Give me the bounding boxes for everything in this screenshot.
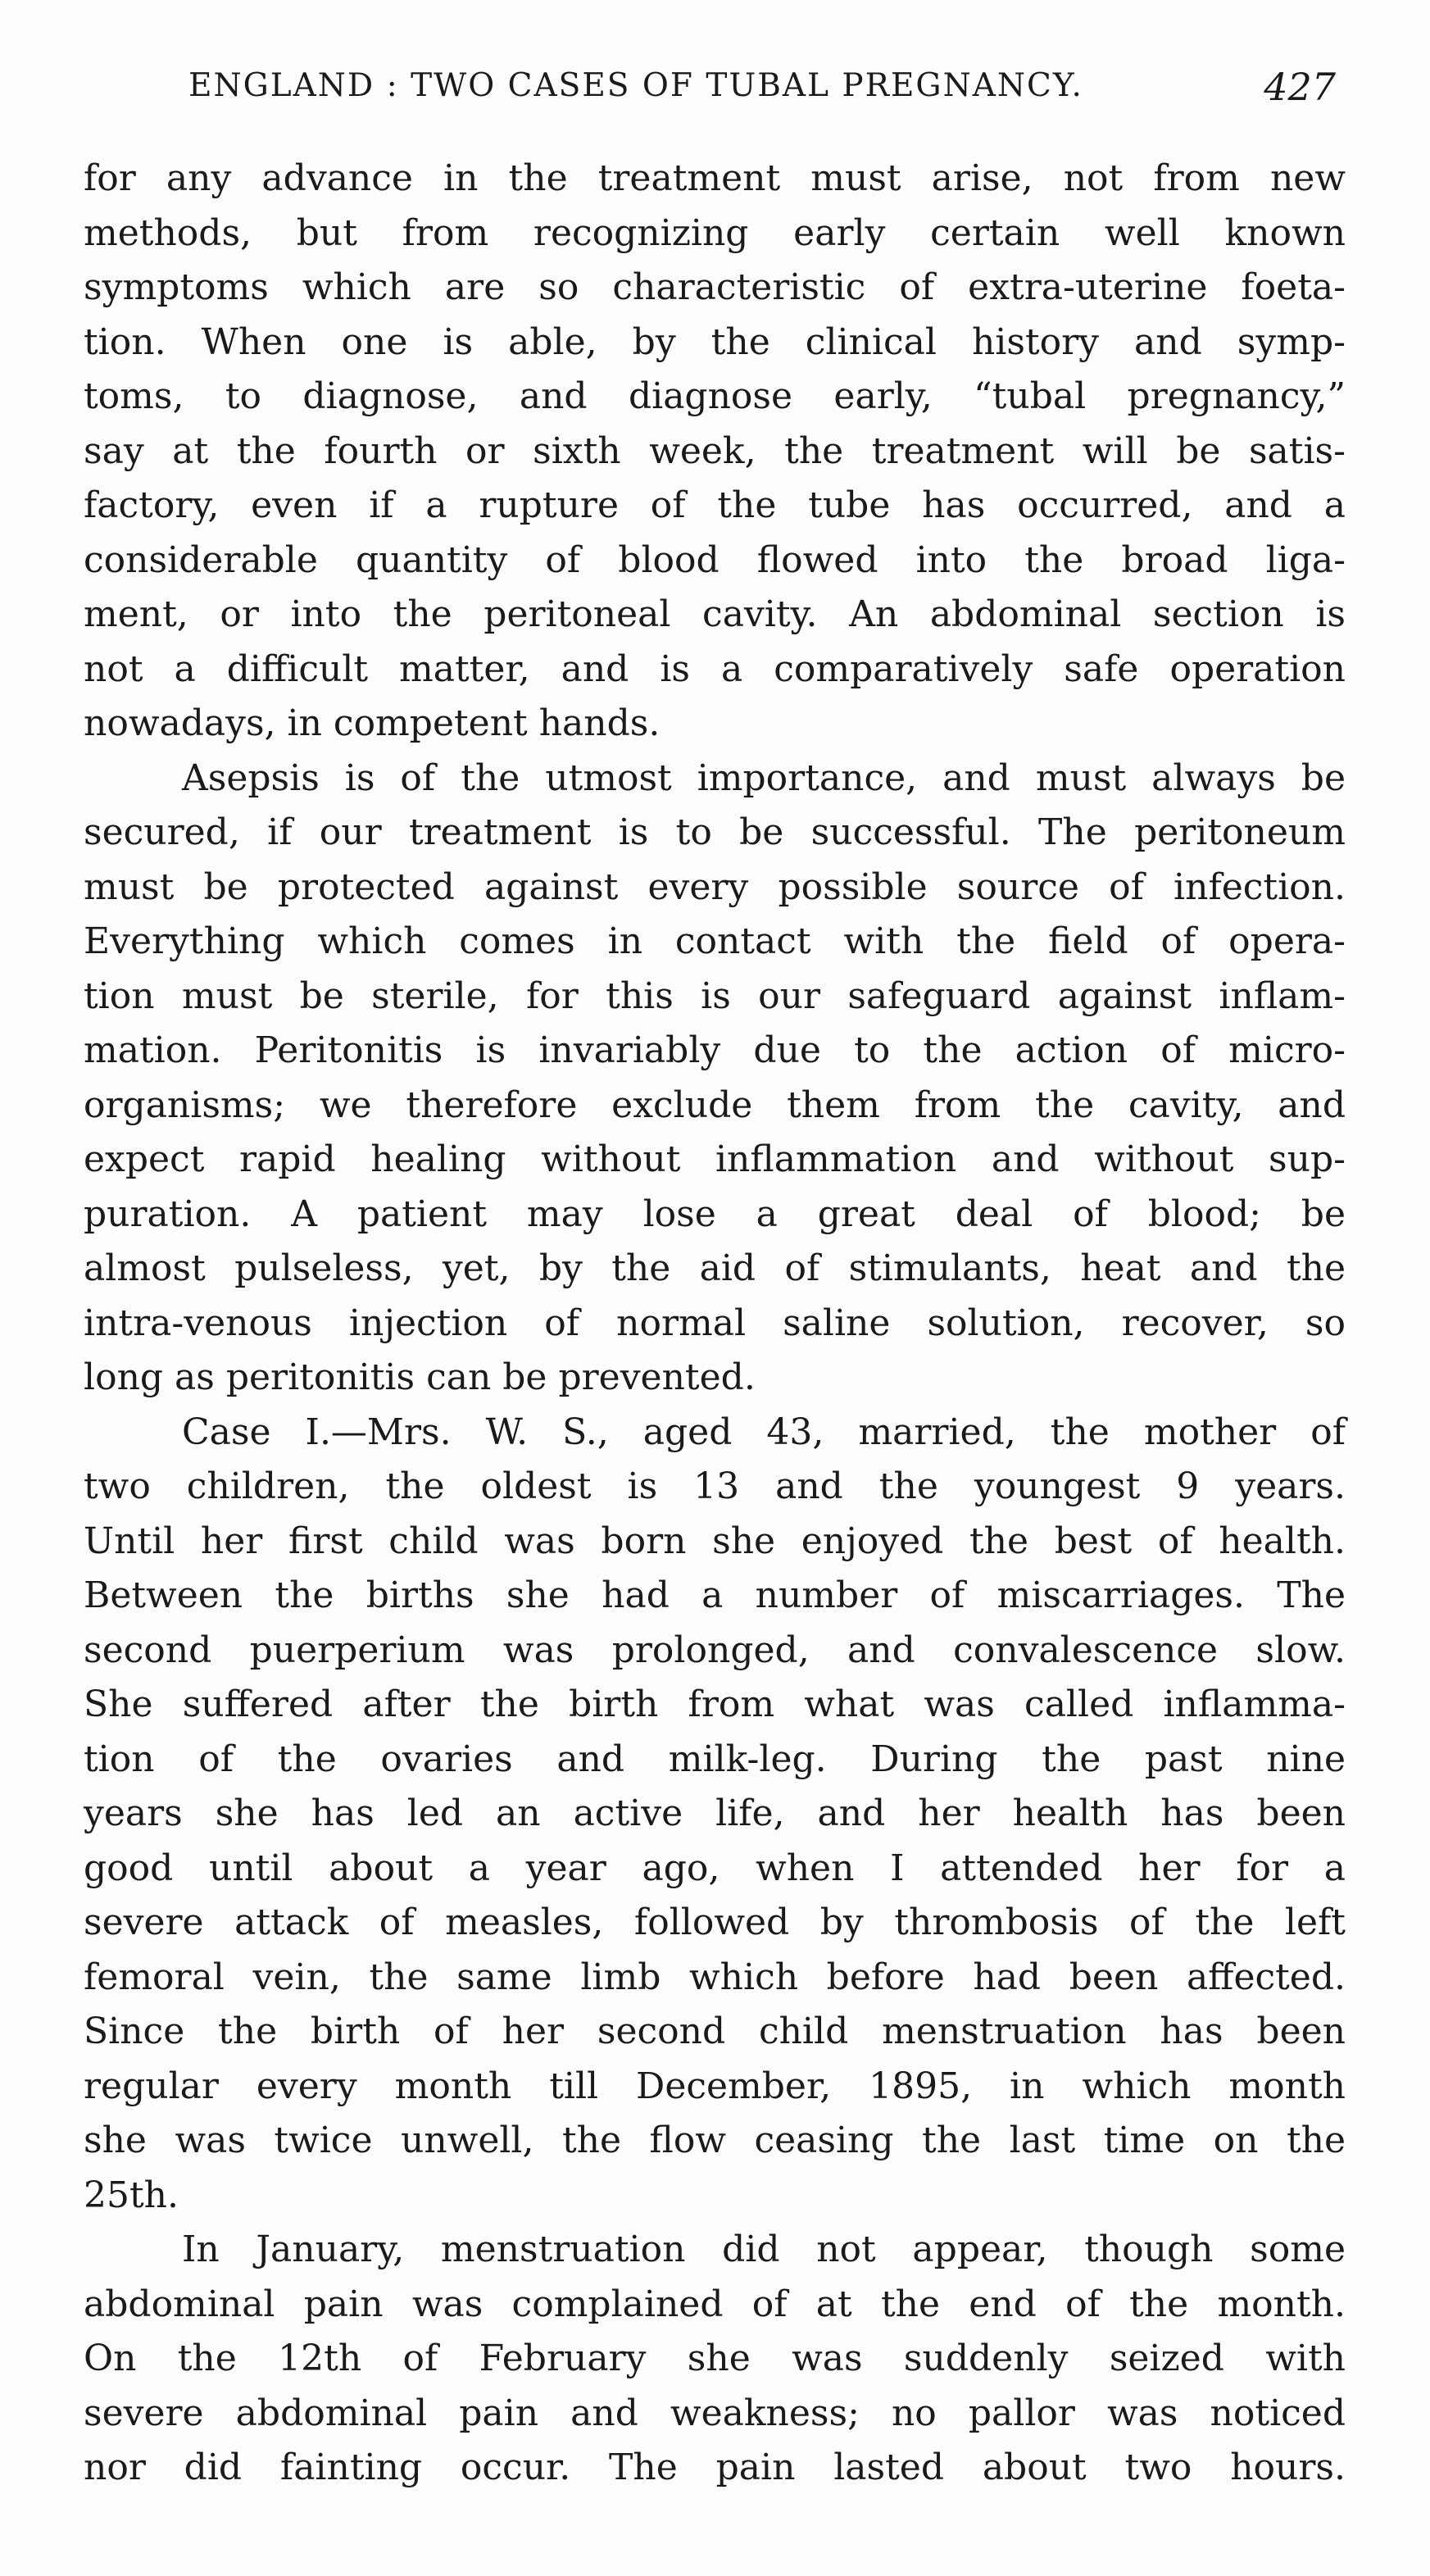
text-line: ment, or into the peritoneal cavity. An abdominal section is: [84, 593, 1346, 635]
text-line: not a difficult matter, and is a comparatively safe operation: [84, 647, 1346, 690]
paragraph-last-line: long as peritonitis can be prevented.: [84, 1356, 756, 1398]
text-line: intra-venous injection of normal saline solution, recover, so: [84, 1302, 1346, 1344]
text-line: good until about a year ago, when I attended her for a: [84, 1847, 1346, 1889]
text-line: puration. A patient may lose a great deal of blood; be: [84, 1193, 1346, 1235]
text-line: methods, but from recognizing early certain well known: [84, 211, 1346, 254]
text-line: toms, to diagnose, and diagnose early, “tubal pregnancy,”: [84, 375, 1346, 417]
text-line: tion. When one is able, by the clinical history and symp-: [84, 320, 1346, 363]
text-line: tion must be sterile, for this is our safeguard against inflam-: [84, 975, 1346, 1017]
text-line: On the 12th of February she was suddenly seized with: [84, 2337, 1346, 2379]
text-line: tion of the ovaries and milk-leg. During the past nine: [84, 1738, 1346, 1780]
text-line: Until her first child was born she enjoyed the best of health.: [84, 1520, 1346, 1562]
text-line: symptoms which are so characteristic of extra-uterine foeta-: [84, 266, 1346, 308]
text-line: She suffered after the birth from what was called inflamma-: [84, 1683, 1346, 1725]
text-line: regular every month till December, 1895, in which month: [84, 2065, 1346, 2107]
text-line: must be protected against every possible source of infection.: [84, 865, 1346, 908]
text-line: severe attack of measles, followed by thrombosis of the left: [84, 1901, 1346, 1943]
paragraph-last-line: nowadays, in competent hands.: [84, 702, 661, 744]
text-line: Everything which comes in contact with the field of opera-: [84, 920, 1346, 962]
paragraph-first-line: In January, menstruation did not appear, though some: [182, 2228, 1346, 2270]
text-line: considerable quantity of blood flowed into the broad liga-: [84, 538, 1346, 581]
text-line: severe abdominal pain and weakness; no pallor was noticed: [84, 2392, 1346, 2434]
text-line: second puerperium was prolonged, and convalescence slow.: [84, 1629, 1346, 1671]
paragraph-last-line: 25th.: [84, 2174, 179, 2216]
text-line: Between the births she had a number of miscarriages. The: [84, 1574, 1346, 1616]
text-line: Since the birth of her second child menstruation has been: [84, 2010, 1346, 2052]
text-line: mation. Peritonitis is invariably due to the action of micro-: [84, 1029, 1346, 1071]
paragraph-first-line: Case I.—Mrs. W. S., aged 43, married, the mother of: [182, 1411, 1346, 1453]
page-number: 427: [1264, 65, 1336, 109]
text-line: organisms; we therefore exclude them from the cavity, and: [84, 1084, 1346, 1126]
text-line: nor did fainting occur. The pain lasted about two hours.: [84, 2447, 1346, 2488]
text-line: factory, even if a rupture of the tube has occurred, and a: [84, 484, 1346, 526]
body-text: [84, 152, 1346, 2496]
running-head-title: ENGLAND : TWO CASES OF TUBAL PREGNANCY.: [188, 67, 1083, 104]
paragraph-first-line: Asepsis is of the utmost importance, and must always be: [182, 756, 1346, 799]
text-line: for any advance in the treatment must arise, not from new: [84, 157, 1346, 199]
text-line: she was twice unwell, the flow ceasing the last time on the: [84, 2119, 1346, 2161]
text-line: years she has led an active life, and her health has been: [84, 1792, 1346, 1834]
text-line: almost pulseless, yet, by the aid of stimulants, heat and the: [84, 1247, 1346, 1289]
running-head: [188, 67, 1336, 116]
text-line: say at the fourth or sixth week, the treatment will be satis-: [84, 429, 1346, 472]
text-line: femoral vein, the same limb which before had been affected.: [84, 1956, 1346, 1998]
text-line: abdominal pain was complained of at the end of the month.: [84, 2283, 1346, 2325]
text-line: expect rapid healing without inflammation and without sup-: [84, 1138, 1346, 1180]
text-line: two children, the oldest is 13 and the youngest 9 years.: [84, 1465, 1346, 1507]
text-line: secured, if our treatment is to be successful. The peritoneum: [84, 811, 1346, 853]
